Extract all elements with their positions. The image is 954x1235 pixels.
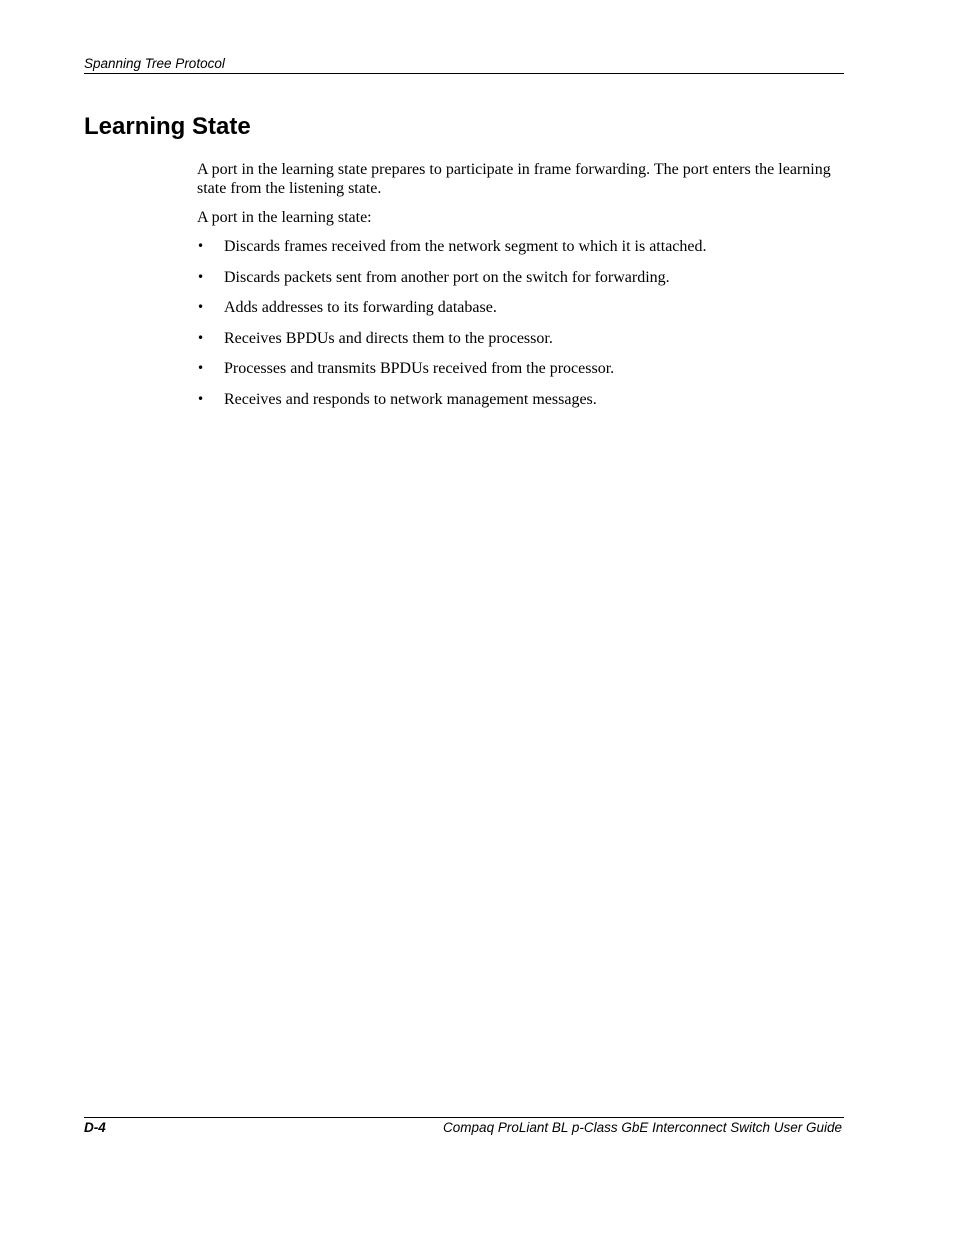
list-item-text: Receives and responds to network management messages. [224,390,597,408]
list-item [197,298,837,317]
section-body [197,160,837,420]
list-item-text: Adds addresses to its forwarding database. [224,299,497,316]
bullet-icon: • [197,269,205,284]
running-header: Spanning Tree Protocol [84,56,225,71]
list-item [197,359,837,378]
list-item-text: Discards packets sent from another port on the switch for forwarding. [224,268,670,286]
footer-document-title: Compaq ProLiant BL p-Class GbE Interconnect Switch User Guide [443,1120,842,1135]
list-item [197,268,837,287]
footer-rule [84,1117,844,1118]
header-rule [84,73,844,74]
bullet-icon: • [197,391,205,406]
bullet-list [197,237,837,409]
list-item [197,390,837,409]
list-item-text: Discards frames received from the network segment to which it is attached. [224,238,707,255]
list-item [197,329,837,348]
section-title: Learning State [84,113,251,140]
page-number: D-4 [84,1120,106,1135]
list-item-text: Receives BPDUs and directs them to the processor. [224,329,553,347]
list-item [197,237,837,256]
bullet-icon: • [197,239,205,253]
intro-paragraph: A port in the learning state prepares to participate in frame forwarding. The port enters the learning state from the listening state. [197,161,831,197]
bullet-icon: • [197,330,205,345]
bullet-icon: • [197,361,205,375]
list-lead-paragraph: A port in the learning state: [197,209,372,226]
list-item-text: Processes and transmits BPDUs received from the processor. [224,360,615,377]
bullet-icon: • [197,300,205,314]
